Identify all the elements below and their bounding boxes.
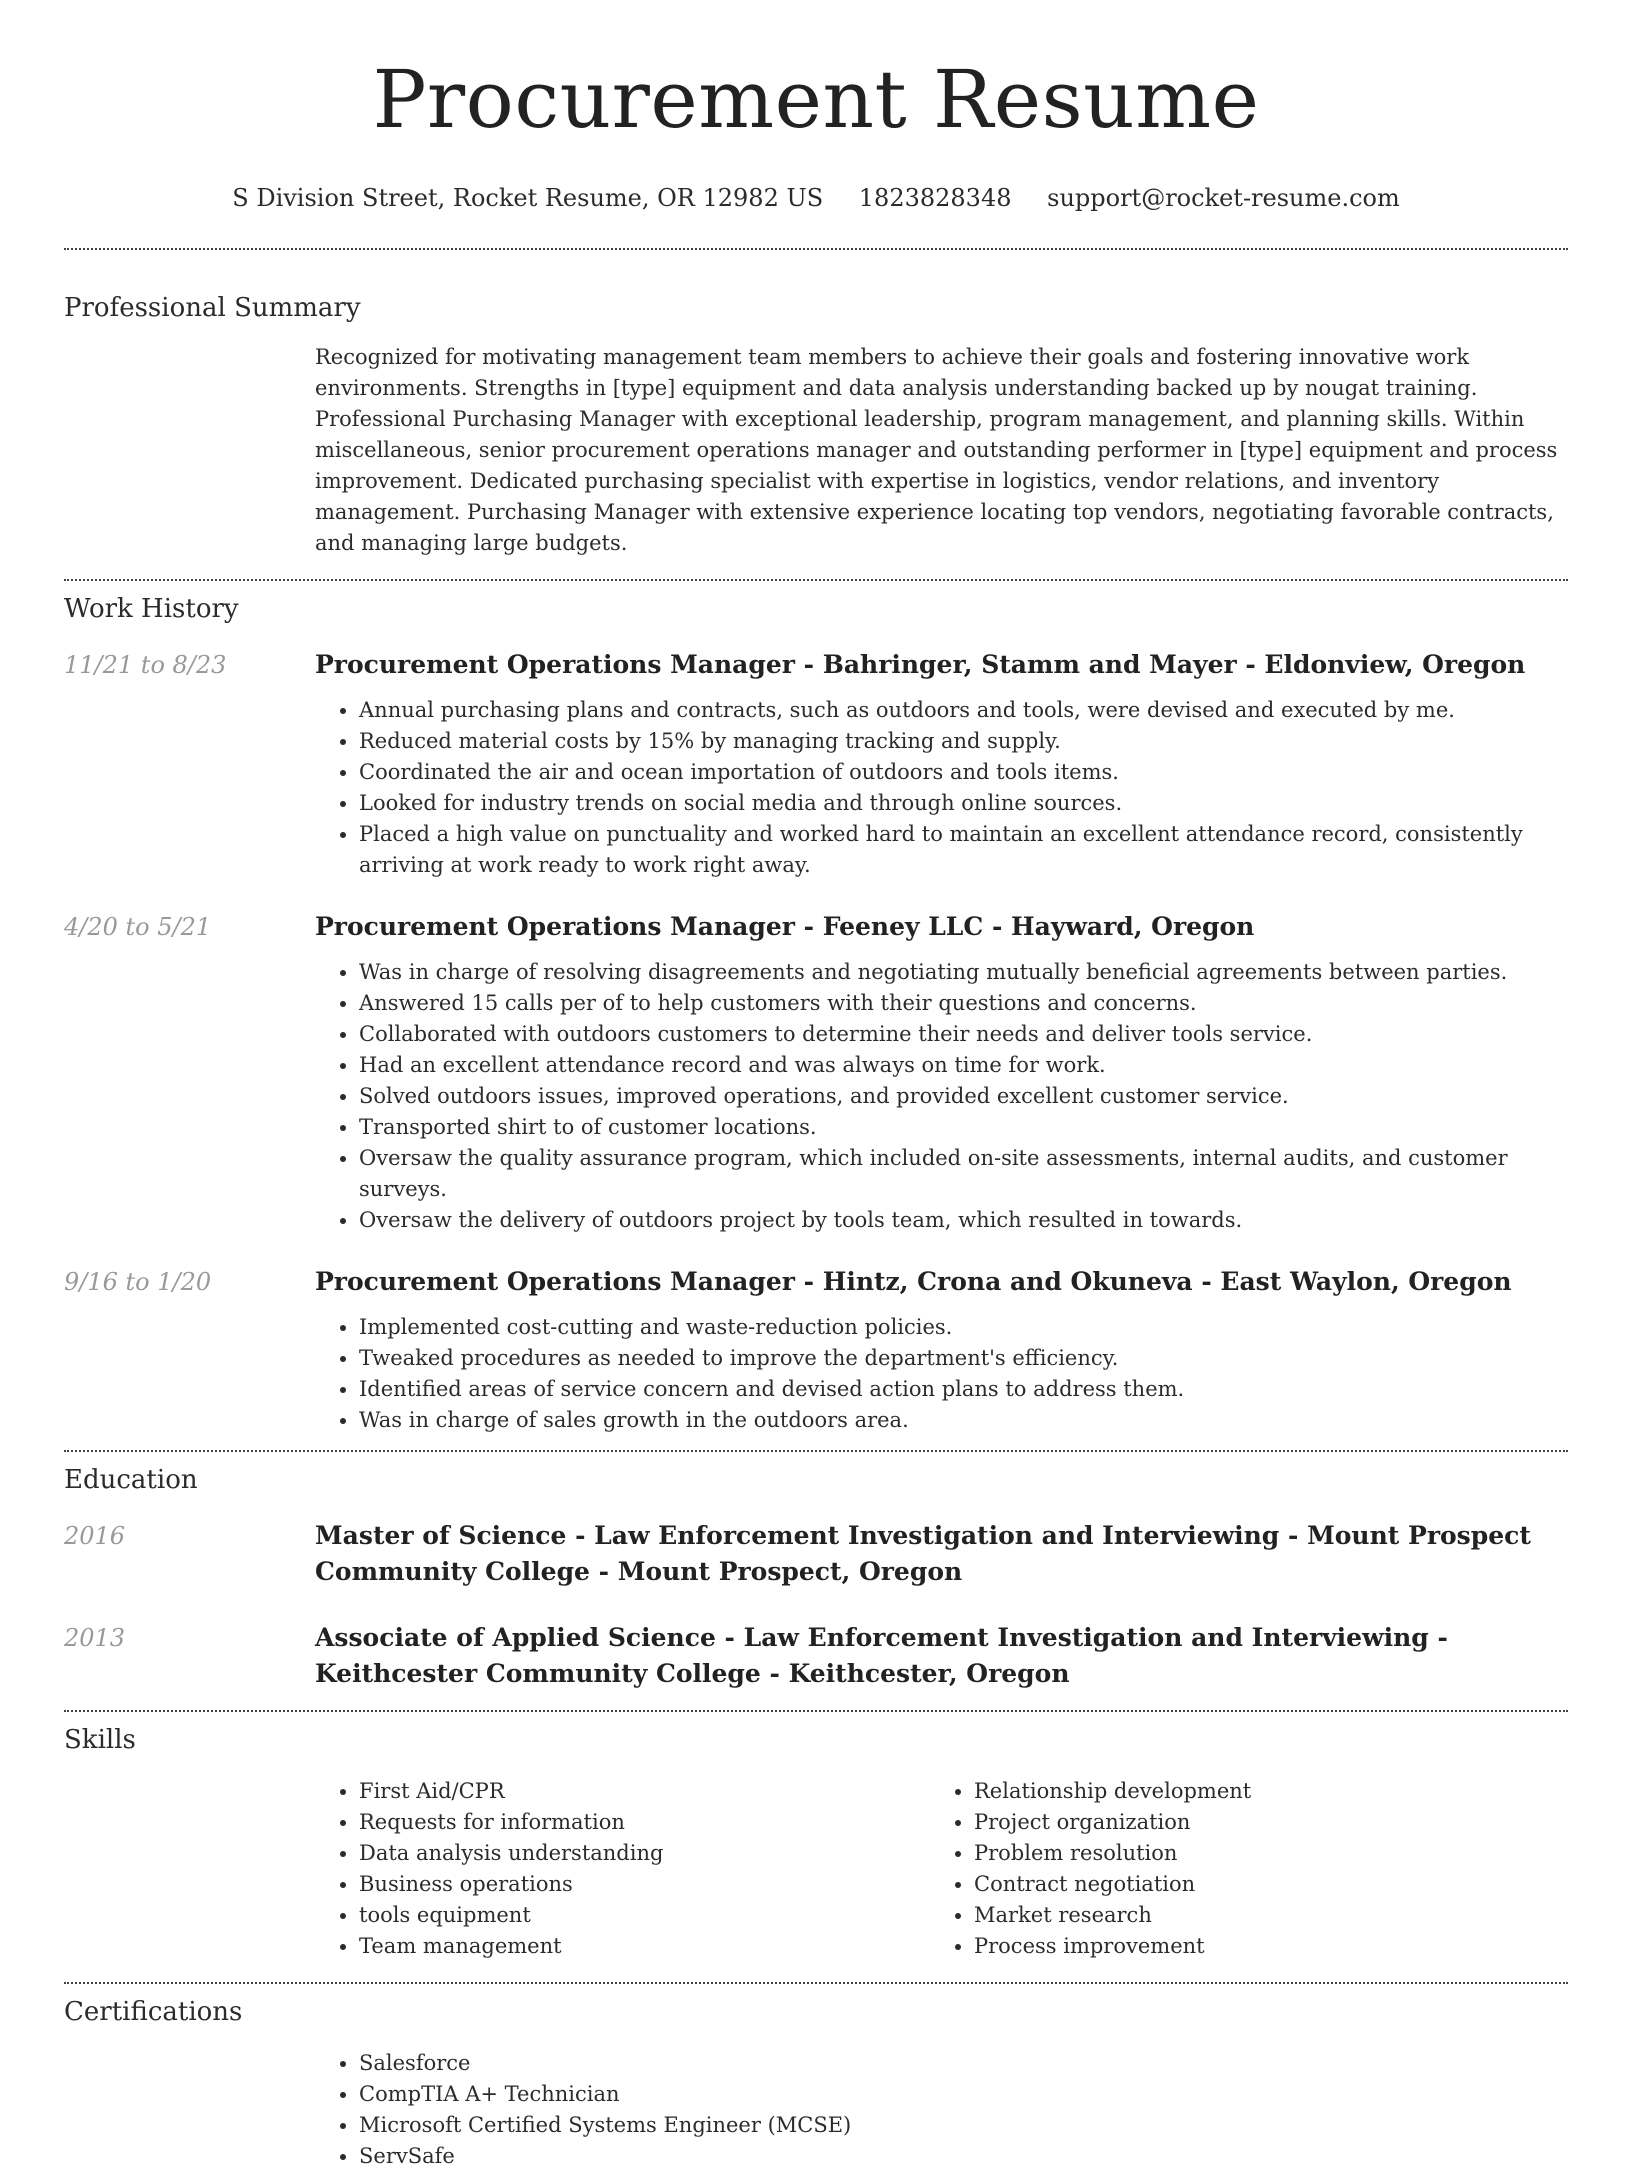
bullet-item: • Solved outdoors issues, improved operations, and provided excellent customer service. <box>359 1081 1568 1112</box>
skill-item: • Project organization <box>974 1807 1545 1838</box>
work-entry <box>64 1264 1568 1436</box>
divider <box>64 1450 1568 1452</box>
skills-column-left <box>315 1776 930 1962</box>
bullet-item: • Oversaw the delivery of outdoors project by tools team, which resulted in towards. <box>359 1205 1568 1236</box>
bullet-item: • Oversaw the quality assurance program, which included on-site assessments, internal audits, and customer surveys. <box>359 1143 1568 1205</box>
bullet-item: • Implemented cost-cutting and waste-reduction policies. <box>359 1312 1568 1343</box>
work-entry-date: 4/20 to 5/21 <box>64 913 212 941</box>
certifications-heading: Certifications <box>64 1997 243 2027</box>
work-entry <box>64 909 1568 1236</box>
bullet-item: • Looked for industry trends on social media and through online sources. <box>359 788 1568 819</box>
skill-item: • Business operations <box>359 1869 930 1900</box>
resume-title: Procurement Resume <box>372 53 1260 146</box>
bullet-item: • Reduced material costs by 15% by managing tracking and supply. <box>359 726 1568 757</box>
skill-item: • Problem resolution <box>974 1838 1545 1869</box>
bullet-item: • Identified areas of service concern and devised action plans to address them. <box>359 1374 1568 1405</box>
divider <box>64 579 1568 581</box>
bullet-item: • Was in charge of resolving disagreements and negotiating mutually beneficial agreements between parties. <box>359 957 1568 988</box>
work-entry-title: Procurement Operations Manager - Hintz, Crona and Okuneva - East Waylon, Oregon <box>315 1267 1512 1296</box>
skill-item: • First Aid/CPR <box>359 1776 930 1807</box>
work-entry-date: 9/16 to 1/20 <box>64 1268 212 1296</box>
skills-heading: Skills <box>64 1725 136 1755</box>
work-entry-bullets <box>315 957 1568 1236</box>
contact-phone: 1823828348 <box>858 184 1012 212</box>
education-entry-title: Associate of Applied Science - Law Enforcement Investigation and Interviewing - Keithcester Community College - Keithcester, Oregon <box>315 1623 1448 1688</box>
skills-list <box>930 1776 1545 1962</box>
education-entry-date: 2013 <box>64 1624 126 1652</box>
contact-line <box>64 182 1568 214</box>
bullet-item: • Was in charge of sales growth in the outdoors area. <box>359 1405 1568 1436</box>
education-entry <box>64 1620 1568 1692</box>
work-history-heading: Work History <box>64 594 239 624</box>
bullet-item: • Placed a high value on punctuality and worked hard to maintain an excellent attendance record, consistently arriving at work ready to work right away. <box>359 819 1568 881</box>
skills-section <box>64 1722 1568 1962</box>
bullet-item: • Coordinated the air and ocean importation of outdoors and tools items. <box>359 757 1568 788</box>
summary-heading: Professional Summary <box>64 293 361 323</box>
work-entry-title: Procurement Operations Manager - Bahringer, Stamm and Mayer - Eldonview, Oregon <box>315 650 1526 679</box>
certification-item: • CompTIA A+ Technician <box>359 2079 1568 2110</box>
summary-text: Recognized for motivating management team members to achieve their goals and fostering innovative work environments. Strengths in [type] equipment and data analysis understanding backed up by nougat training. Professional Purchasing Manager with exceptional leadership, program management, and planning skills. Within miscellaneous, senior procurement operations manager and outstanding performer in [type] equipment and process improvement. Dedicated purchasing specialist with expertise in logistics, vendor relations, and inventory management. Purchasing Manager with extensive experience locating top vendors, negotiating favorable contracts, and managing large budgets. <box>315 345 1558 555</box>
skill-item: • tools equipment <box>359 1900 930 1931</box>
certifications-list <box>315 2048 1568 2172</box>
education-entry <box>64 1518 1568 1590</box>
skill-item: • Relationship development <box>974 1776 1545 1807</box>
education-entry-body <box>315 1518 1568 1590</box>
bullet-item: • Collaborated with outdoors customers to determine their needs and deliver tools service. <box>359 1019 1568 1050</box>
skill-item: • Process improvement <box>974 1931 1545 1962</box>
work-entry-date: 11/21 to 8/23 <box>64 651 227 679</box>
skills-list <box>315 1776 930 1962</box>
certifications-list-wrap <box>315 2048 1568 2172</box>
certification-item: • Microsoft Certified Systems Engineer (MCSE) <box>359 2110 1568 2141</box>
bullet-item: • Had an excellent attendance record and was always on time for work. <box>359 1050 1568 1081</box>
divider <box>64 1982 1568 1984</box>
divider <box>64 248 1568 250</box>
bullet-item: • Answered 15 calls per of to help customers with their questions and concerns. <box>359 988 1568 1019</box>
skill-item: • Team management <box>359 1931 930 1962</box>
skill-item: • Requests for information <box>359 1807 930 1838</box>
education-section <box>64 1462 1568 1692</box>
contact-email: support@rocket-resume.com <box>1047 184 1400 212</box>
skill-item: • Market research <box>974 1900 1545 1931</box>
certification-item: • ServSafe <box>359 2141 1568 2172</box>
work-entry-body <box>315 909 1568 1236</box>
summary-section <box>64 290 1568 559</box>
certifications-section <box>64 1994 1568 2172</box>
work-entry-bullets <box>315 695 1568 881</box>
skills-columns <box>315 1776 1568 1962</box>
bullet-item: • Tweaked procedures as needed to improve the department's efficiency. <box>359 1343 1568 1374</box>
work-history-section <box>64 591 1568 1436</box>
bullet-item: • Annual purchasing plans and contracts, such as outdoors and tools, were devised and executed by me. <box>359 695 1568 726</box>
education-heading: Education <box>64 1465 198 1495</box>
contact-address: S Division Street, Rocket Resume, OR 12982 US <box>232 184 824 212</box>
education-entry-date: 2016 <box>64 1522 126 1550</box>
work-entry-bullets <box>315 1312 1568 1436</box>
divider <box>64 1710 1568 1712</box>
work-entry-title: Procurement Operations Manager - Feeney LLC - Hayward, Oregon <box>315 912 1255 941</box>
skill-item: • Data analysis understanding <box>359 1838 930 1869</box>
skill-item: • Contract negotiation <box>974 1869 1545 1900</box>
work-entry-body <box>315 647 1568 881</box>
education-entry-title: Master of Science - Law Enforcement Investigation and Interviewing - Mount Prospect Community College - Mount Prospect, Oregon <box>315 1521 1531 1586</box>
work-entry <box>64 647 1568 881</box>
education-entry-body <box>315 1620 1568 1692</box>
skills-column-right <box>930 1776 1545 1962</box>
certification-item: • Salesforce <box>359 2048 1568 2079</box>
work-entry-body <box>315 1264 1568 1436</box>
bullet-item: • Transported shirt to of customer locations. <box>359 1112 1568 1143</box>
